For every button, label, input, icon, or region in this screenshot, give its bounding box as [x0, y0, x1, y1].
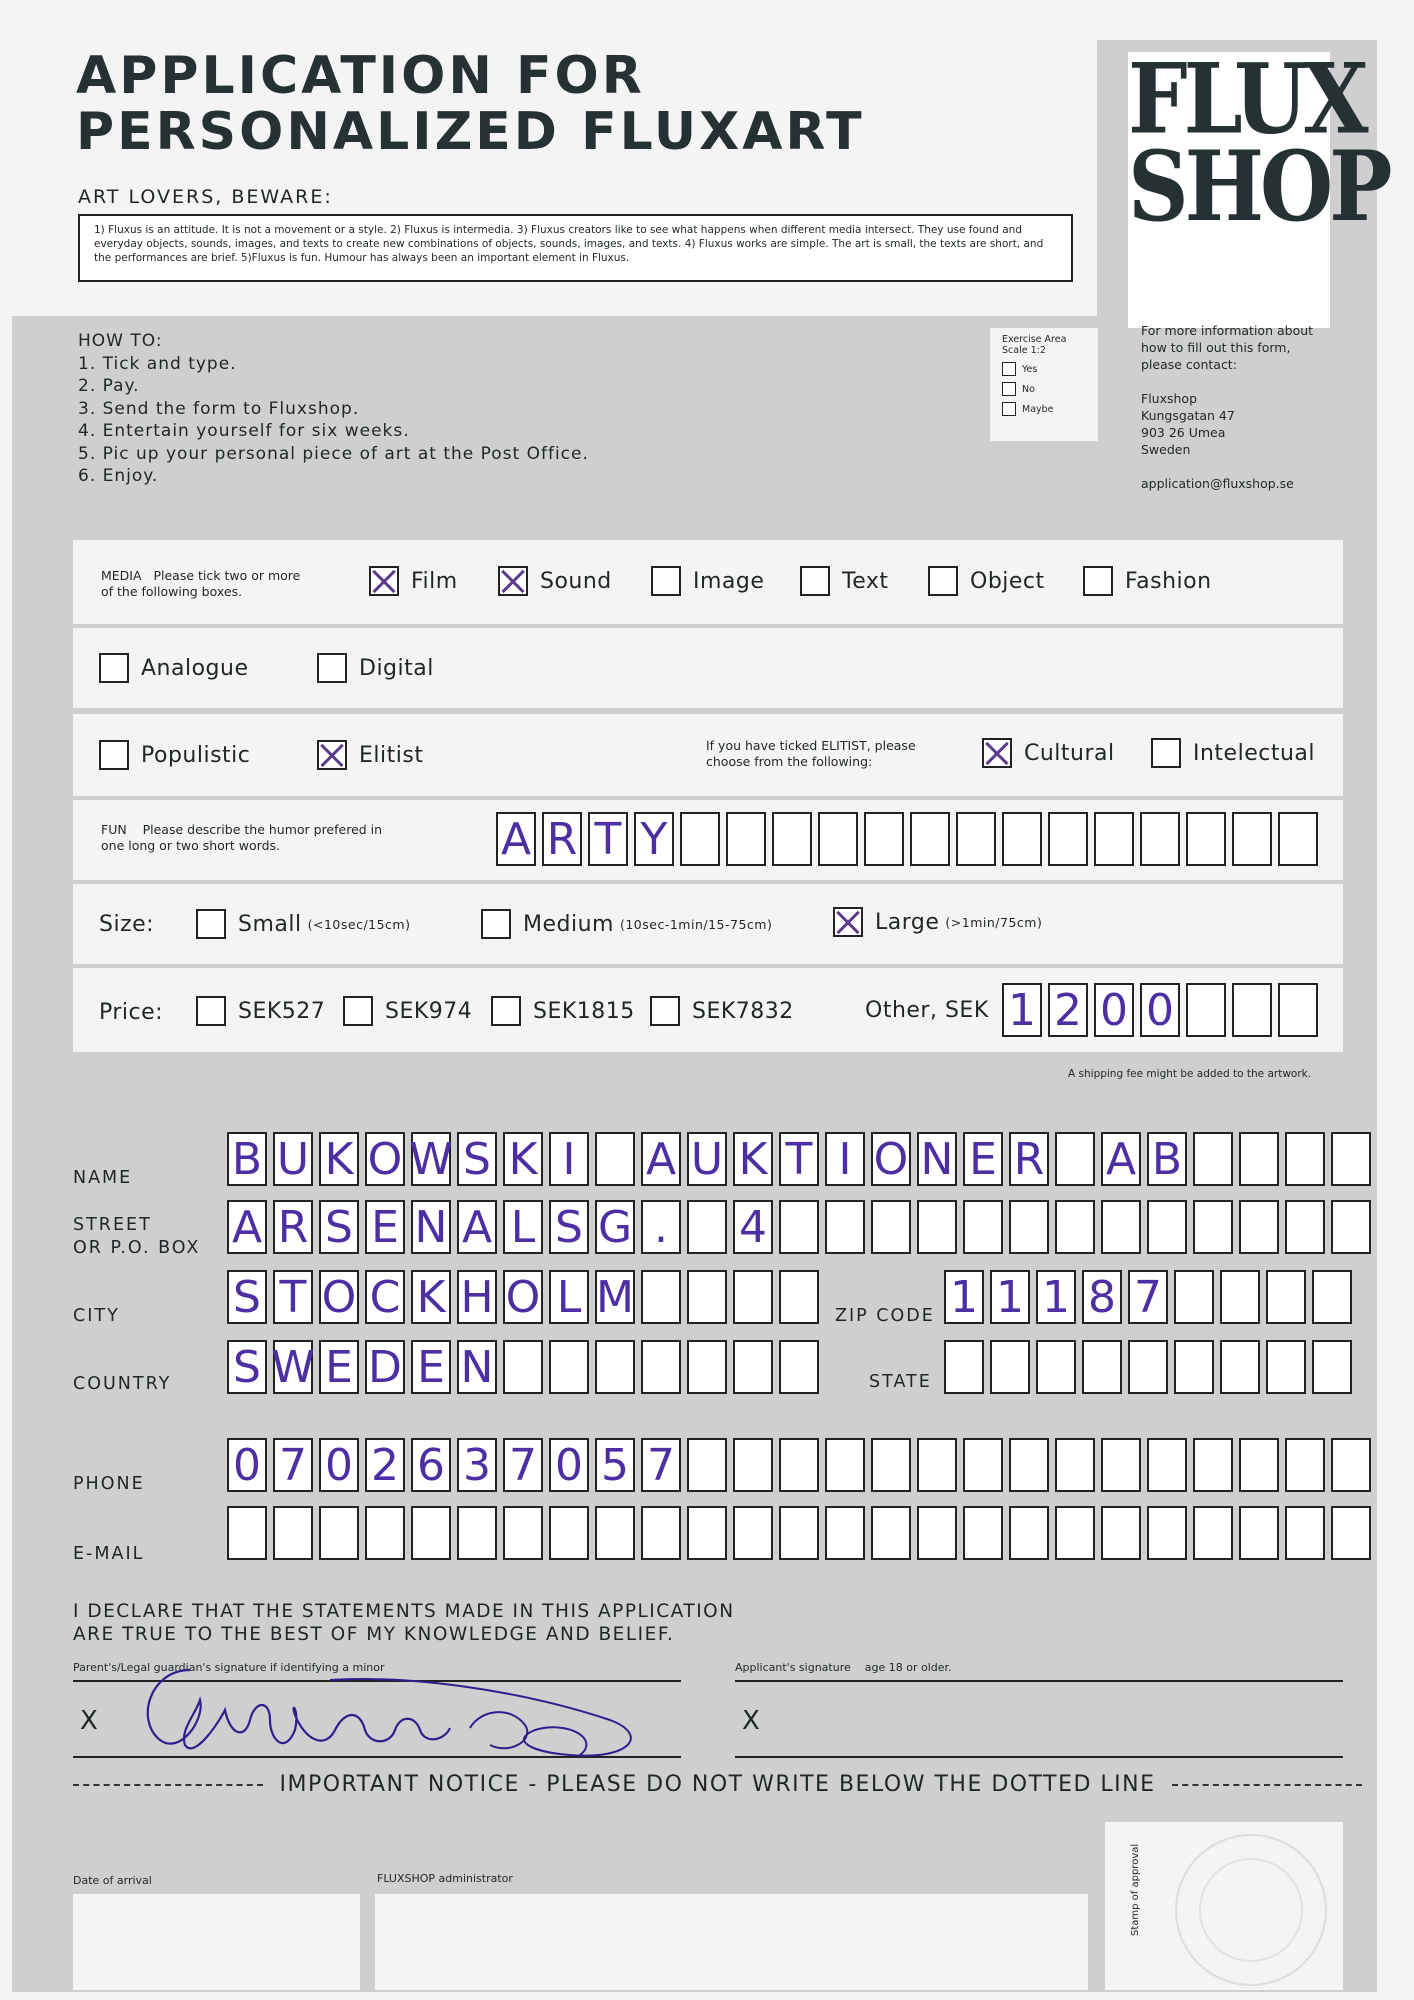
street-cell[interactable]: [1147, 1200, 1187, 1254]
phone-label: PHONE: [73, 1474, 145, 1494]
large-checkbox[interactable]: [833, 907, 863, 937]
price-other-cell[interactable]: 0: [1140, 983, 1180, 1037]
fun-cell[interactable]: [956, 812, 996, 866]
price-1815-checkbox[interactable]: [491, 996, 521, 1026]
street-cell[interactable]: N: [411, 1200, 451, 1254]
name-cell[interactable]: [1193, 1132, 1233, 1186]
phone-cell[interactable]: [1239, 1438, 1279, 1492]
media-panel: MEDIA Please tick two or more of the following boxes. Film Sound Image Text Object Fashion: [73, 540, 1343, 624]
guardian-signature-mark: X: [80, 1706, 98, 1736]
guardian-signature-field[interactable]: [130, 1660, 670, 1780]
analogue-checkbox[interactable]: [99, 653, 129, 683]
street-cell[interactable]: S: [319, 1200, 359, 1254]
country-cell[interactable]: N: [457, 1340, 497, 1394]
name-cell[interactable]: U: [273, 1132, 313, 1186]
email-cell[interactable]: [273, 1506, 313, 1560]
price-other-cell[interactable]: 2: [1048, 983, 1088, 1037]
populistic-checkbox[interactable]: [99, 740, 129, 770]
fun-cell[interactable]: [818, 812, 858, 866]
stamp-label: Stamp of approval: [1130, 1843, 1141, 1936]
city-label: CITY: [73, 1306, 120, 1326]
street-cell[interactable]: [779, 1200, 819, 1254]
price-label: Price:: [99, 1000, 164, 1025]
country-input[interactable]: [227, 1340, 819, 1394]
state-cell[interactable]: [1174, 1340, 1214, 1394]
phone-cell[interactable]: [1285, 1438, 1325, 1492]
country-cell[interactable]: [687, 1340, 727, 1394]
city-cell[interactable]: S: [227, 1270, 267, 1324]
declaration-text: I DECLARE THAT THE STATEMENTS MADE IN THIS APPLICATION ARE TRUE TO THE BEST OF MY KNOWLEDGE AND BELIEF.: [73, 1601, 735, 1645]
elitist-checkbox[interactable]: [317, 740, 347, 770]
name-cell[interactable]: [1055, 1132, 1095, 1186]
name-cell[interactable]: W: [409, 1133, 453, 1185]
media-fashion-option[interactable]: Fashion: [1083, 566, 1212, 596]
email-cell[interactable]: [457, 1506, 497, 1560]
analogue-option[interactable]: Analogue: [99, 653, 249, 683]
email-cell[interactable]: [595, 1506, 635, 1560]
medium-option[interactable]: Medium (10sec-1min/15-75cm): [481, 909, 772, 939]
email-cell[interactable]: [963, 1506, 1003, 1560]
name-cell[interactable]: K: [503, 1132, 543, 1186]
phone-cell[interactable]: [917, 1438, 957, 1492]
state-label: STATE: [869, 1372, 932, 1392]
email-cell[interactable]: [1239, 1506, 1279, 1560]
phone-cell[interactable]: [825, 1438, 865, 1492]
price-option-7832[interactable]: SEK7832: [650, 996, 794, 1026]
administrator-label: FLUXSHOP administrator: [377, 1872, 513, 1885]
fun-cell[interactable]: [864, 812, 904, 866]
email-cell[interactable]: [549, 1506, 589, 1560]
price-other-input[interactable]: [1002, 983, 1318, 1037]
street-cell[interactable]: A: [457, 1200, 497, 1254]
city-cell[interactable]: [641, 1270, 681, 1324]
street-cell[interactable]: .: [641, 1200, 681, 1254]
zip-cell[interactable]: [1220, 1270, 1260, 1324]
price-other-cell[interactable]: 1: [1002, 983, 1042, 1037]
city-cell[interactable]: [733, 1270, 773, 1324]
price-other-cell[interactable]: [1186, 983, 1226, 1037]
media-sound-option[interactable]: Sound: [498, 566, 612, 596]
exercise-area: Exercise Area Scale 1:2 Yes No Maybe: [990, 328, 1098, 441]
city-cell[interactable]: M: [596, 1271, 634, 1323]
city-cell[interactable]: O: [503, 1270, 543, 1324]
zip-cell[interactable]: 1: [990, 1270, 1030, 1324]
name-cell[interactable]: I: [549, 1132, 589, 1186]
fluxus-rules-box: 1) Fluxus is an attitude. It is not a movement or a style. 2) Fluxus is intermedia. 3) Fluxus creators like to see what happens when different media intersect. They use found and everyday objects, sounds, images, and texts to create new combinations of objects, sounds, images, and texts. 4) Fluxus works are simple. The art is small, the texts are short, and the performances are brief. 5)Fluxus is fun. Humour has always been an important element in Fluxus.: [78, 214, 1073, 282]
street-cell[interactable]: [1285, 1200, 1325, 1254]
email-cell[interactable]: [641, 1506, 681, 1560]
applicant-signature-caption: Applicant's signature age 18 or older.: [735, 1661, 952, 1674]
digital-checkbox[interactable]: [317, 653, 347, 683]
phone-cell[interactable]: [871, 1438, 911, 1492]
fashion-checkbox[interactable]: [1083, 566, 1113, 596]
email-cell[interactable]: [1055, 1506, 1095, 1560]
elitist-option[interactable]: Elitist: [317, 740, 423, 770]
populistic-option[interactable]: Populistic: [99, 740, 250, 770]
name-cell[interactable]: S: [457, 1132, 497, 1186]
name-cell[interactable]: E: [963, 1132, 1003, 1186]
name-cell[interactable]: K: [733, 1132, 773, 1186]
fun-cell[interactable]: [1094, 812, 1134, 866]
price-other-cell[interactable]: [1278, 983, 1318, 1037]
name-cell[interactable]: A: [1101, 1132, 1141, 1186]
dotted-line-notice: IMPORTANT NOTICE - PLEASE DO NOT WRITE BELOW THE DOTTED LINE: [73, 1772, 1343, 1797]
name-cell[interactable]: [1285, 1132, 1325, 1186]
list-item: 3. Send the form to Fluxshop.: [78, 398, 360, 419]
text-checkbox[interactable]: [800, 566, 830, 596]
email-cell[interactable]: [1193, 1506, 1233, 1560]
email-cell[interactable]: [825, 1506, 865, 1560]
digital-option[interactable]: Digital: [317, 653, 434, 683]
email-input[interactable]: [227, 1506, 1371, 1560]
street-cell[interactable]: [1239, 1200, 1279, 1254]
list-item: 1. Tick and type.: [78, 353, 237, 374]
street-cell[interactable]: [871, 1200, 911, 1254]
city-cell[interactable]: O: [319, 1270, 359, 1324]
street-cell[interactable]: 4: [733, 1200, 773, 1254]
state-cell[interactable]: [1036, 1340, 1076, 1394]
email-cell[interactable]: [1285, 1506, 1325, 1560]
name-cell[interactable]: O: [871, 1132, 911, 1186]
price-option-974[interactable]: SEK974: [343, 996, 472, 1026]
handwritten-signature: [130, 1660, 670, 1780]
email-cell[interactable]: [365, 1506, 405, 1560]
city-cell[interactable]: L: [549, 1270, 589, 1324]
name-input[interactable]: [227, 1132, 1371, 1186]
zip-cell[interactable]: 1: [944, 1270, 984, 1324]
city-cell[interactable]: K: [411, 1270, 451, 1324]
size-label: Size:: [99, 912, 155, 937]
phone-cell[interactable]: [1193, 1438, 1233, 1492]
fun-cell[interactable]: T: [588, 812, 628, 866]
country-cell[interactable]: E: [319, 1340, 359, 1394]
name-cell[interactable]: T: [779, 1132, 819, 1186]
intelectual-option[interactable]: Intelectual: [1151, 738, 1315, 768]
street-cell[interactable]: [825, 1200, 865, 1254]
price-527-checkbox[interactable]: [196, 996, 226, 1026]
zip-cell[interactable]: [1174, 1270, 1214, 1324]
country-cell[interactable]: E: [411, 1340, 451, 1394]
email-cell[interactable]: [1101, 1506, 1141, 1560]
city-input[interactable]: [227, 1270, 819, 1324]
country-cell[interactable]: [595, 1340, 635, 1394]
administrator-field: [375, 1894, 1088, 1990]
film-checkbox[interactable]: [369, 566, 399, 596]
fun-cell[interactable]: [1048, 812, 1088, 866]
beware-heading: ART LOVERS, BEWARE:: [78, 186, 333, 208]
state-cell[interactable]: [1082, 1340, 1122, 1394]
fun-cell[interactable]: [1186, 812, 1226, 866]
phone-cell[interactable]: [1331, 1438, 1371, 1492]
fun-cell[interactable]: R: [542, 812, 582, 866]
fun-cell[interactable]: Y: [634, 812, 674, 866]
phone-cell[interactable]: 3: [457, 1438, 497, 1492]
date-of-arrival-field: [73, 1894, 360, 1990]
state-cell[interactable]: [1220, 1340, 1260, 1394]
email-cell[interactable]: [1147, 1506, 1187, 1560]
city-cell[interactable]: [779, 1270, 819, 1324]
zip-cell[interactable]: [1266, 1270, 1306, 1324]
fun-cell[interactable]: [1002, 812, 1042, 866]
media-object-option[interactable]: Object: [928, 566, 1045, 596]
cultural-option[interactable]: Cultural: [982, 738, 1115, 768]
small-checkbox[interactable]: [196, 909, 226, 939]
price-7832-checkbox[interactable]: [650, 996, 680, 1026]
image-checkbox[interactable]: [651, 566, 681, 596]
street-cell[interactable]: E: [365, 1200, 405, 1254]
fun-input[interactable]: [496, 812, 1318, 866]
email-cell[interactable]: [687, 1506, 727, 1560]
city-cell[interactable]: [687, 1270, 727, 1324]
fun-panel: FUN Please describe the humor prefered in one long or two short words. A R T Y: [73, 800, 1343, 880]
state-input[interactable]: [944, 1340, 1352, 1394]
phone-cell[interactable]: 5: [595, 1438, 635, 1492]
size-panel: [73, 884, 1343, 964]
street-input[interactable]: [227, 1200, 1371, 1254]
price-option-527[interactable]: SEK527: [196, 996, 325, 1026]
exercise-no-checkbox[interactable]: [1002, 382, 1016, 396]
list-item: 6. Enjoy.: [78, 466, 159, 486]
zip-cell[interactable]: 8: [1082, 1270, 1122, 1324]
state-cell[interactable]: [1128, 1340, 1168, 1394]
country-cell[interactable]: W: [271, 1341, 315, 1393]
street-cell[interactable]: G: [595, 1200, 635, 1254]
fun-cell[interactable]: [680, 812, 720, 866]
city-cell[interactable]: T: [273, 1270, 313, 1324]
intelectual-checkbox[interactable]: [1151, 738, 1181, 768]
fun-cell[interactable]: [1140, 812, 1180, 866]
city-cell[interactable]: C: [365, 1270, 405, 1324]
country-cell[interactable]: [779, 1340, 819, 1394]
price-other-cell[interactable]: 0: [1094, 983, 1134, 1037]
country-cell[interactable]: D: [365, 1340, 405, 1394]
fun-cell[interactable]: [1278, 812, 1318, 866]
name-cell[interactable]: R: [1009, 1132, 1049, 1186]
zip-cell[interactable]: [1312, 1270, 1352, 1324]
name-cell[interactable]: K: [319, 1132, 359, 1186]
object-checkbox[interactable]: [928, 566, 958, 596]
street-label: STREET OR P.O. BOX: [73, 1215, 201, 1258]
fluxshop-logo: FLUX SHOP: [1128, 52, 1330, 328]
country-cell[interactable]: S: [227, 1340, 267, 1394]
state-cell[interactable]: [944, 1340, 984, 1394]
state-cell[interactable]: [1266, 1340, 1306, 1394]
zip-cell[interactable]: 1: [1036, 1270, 1076, 1324]
country-label: COUNTRY: [73, 1374, 172, 1394]
zip-cell[interactable]: 7: [1128, 1270, 1168, 1324]
media-image-option[interactable]: Image: [651, 566, 764, 596]
phone-cell[interactable]: 2: [365, 1438, 405, 1492]
stamp-seal-icon: [1175, 1834, 1327, 1986]
phone-cell[interactable]: 7: [273, 1438, 313, 1492]
email-label: E-MAIL: [73, 1544, 145, 1564]
street-cell[interactable]: [1009, 1200, 1049, 1254]
phone-cell[interactable]: 0: [549, 1438, 589, 1492]
phone-cell[interactable]: 6: [411, 1438, 451, 1492]
email-cell[interactable]: [917, 1506, 957, 1560]
applicant-signature-top-line: [735, 1680, 1343, 1682]
name-cell[interactable]: U: [687, 1132, 727, 1186]
price-panel: [73, 968, 1343, 1052]
name-cell[interactable]: [1331, 1132, 1371, 1186]
media-text-option[interactable]: Text: [800, 566, 889, 596]
street-cell[interactable]: A: [227, 1200, 267, 1254]
email-cell[interactable]: [871, 1506, 911, 1560]
country-cell[interactable]: [641, 1340, 681, 1394]
name-cell[interactable]: N: [917, 1132, 957, 1186]
fun-cell[interactable]: [772, 812, 812, 866]
name-label: NAME: [73, 1168, 133, 1188]
list-item: 2. Pay.: [78, 376, 140, 396]
street-cell[interactable]: [687, 1200, 727, 1254]
phone-cell[interactable]: [733, 1438, 773, 1492]
how-to-list: HOW TO: 1. Tick and type. 2. Pay. 3. Send the form to Fluxshop. 4. Entertain yourself for six weeks. 5. Pic up your personal piece of art at the Post Office. 6. Enjoy.: [78, 331, 589, 486]
zip-label: ZIP CODE: [835, 1306, 935, 1326]
phone-cell[interactable]: 7: [503, 1438, 543, 1492]
email-cell[interactable]: [411, 1506, 451, 1560]
exercise-maybe-checkbox[interactable]: [1002, 402, 1016, 416]
country-cell[interactable]: [549, 1340, 589, 1394]
applicant-signature-bottom-line: [735, 1756, 1343, 1758]
phone-cell[interactable]: [1147, 1438, 1187, 1492]
name-cell[interactable]: [595, 1132, 635, 1186]
medium-checkbox[interactable]: [481, 909, 511, 939]
list-item: 5. Pic up your personal piece of art at the Post Office.: [78, 443, 589, 464]
price-other-label: Other, SEK: [865, 998, 989, 1023]
price-other-cell[interactable]: [1232, 983, 1272, 1037]
cultural-checkbox[interactable]: [982, 738, 1012, 768]
email-cell[interactable]: [1009, 1506, 1049, 1560]
street-cell[interactable]: S: [549, 1200, 589, 1254]
phone-cell[interactable]: [687, 1438, 727, 1492]
fun-cell[interactable]: A: [496, 812, 536, 866]
media-film-option[interactable]: Film: [369, 566, 458, 596]
phone-cell[interactable]: 0: [227, 1438, 267, 1492]
street-cell[interactable]: [1101, 1200, 1141, 1254]
name-cell[interactable]: I: [825, 1132, 865, 1186]
format-panel: [73, 628, 1343, 708]
name-cell[interactable]: A: [641, 1132, 681, 1186]
contact-email[interactable]: application@fluxshop.se: [1141, 476, 1294, 491]
contact-info: For more information about how to fill out this form, please contact: Fluxshop Kungsgatan 47 903 26 Umea Sweden application@fluxshop.se: [1141, 323, 1314, 491]
sound-checkbox[interactable]: [498, 566, 528, 596]
name-cell[interactable]: [1239, 1132, 1279, 1186]
city-cell[interactable]: H: [457, 1270, 497, 1324]
name-cell[interactable]: B: [227, 1132, 267, 1186]
street-cell[interactable]: [1055, 1200, 1095, 1254]
applicant-signature-mark: X: [742, 1706, 760, 1736]
fun-cell[interactable]: [726, 812, 766, 866]
exercise-yes-checkbox[interactable]: [1002, 362, 1016, 376]
email-cell[interactable]: [779, 1506, 819, 1560]
country-cell[interactable]: [503, 1340, 543, 1394]
email-cell[interactable]: [733, 1506, 773, 1560]
shipping-note: A shipping fee might be added to the artwork.: [1068, 1068, 1312, 1080]
price-974-checkbox[interactable]: [343, 996, 373, 1026]
elitist-hint: If you have ticked ELITIST, please choose from the following:: [706, 738, 916, 769]
phone-input[interactable]: [227, 1438, 1371, 1492]
style-panel: [73, 714, 1343, 796]
street-cell[interactable]: [1193, 1200, 1233, 1254]
email-cell[interactable]: [503, 1506, 543, 1560]
page-title: APPLICATION FOR PERSONALIZED FLUXART: [76, 46, 865, 162]
phone-cell[interactable]: [1055, 1438, 1095, 1492]
list-item: 4. Entertain yourself for six weeks.: [78, 421, 410, 441]
state-cell[interactable]: [1312, 1340, 1352, 1394]
street-cell[interactable]: [917, 1200, 957, 1254]
zip-input[interactable]: [944, 1270, 1352, 1324]
phone-cell[interactable]: [1101, 1438, 1141, 1492]
date-of-arrival-label: Date of arrival: [73, 1874, 152, 1887]
applicant-signature-field[interactable]: [775, 1690, 1335, 1750]
fun-cell[interactable]: [910, 812, 950, 866]
phone-cell[interactable]: [1009, 1438, 1049, 1492]
street-cell[interactable]: [1331, 1200, 1371, 1254]
phone-cell[interactable]: [779, 1438, 819, 1492]
phone-cell[interactable]: 0: [319, 1438, 359, 1492]
street-cell[interactable]: R: [273, 1200, 313, 1254]
name-cell[interactable]: O: [365, 1132, 405, 1186]
fun-cell[interactable]: [1232, 812, 1272, 866]
street-cell[interactable]: [963, 1200, 1003, 1254]
large-option[interactable]: Large (>1min/75cm): [833, 907, 1042, 937]
price-option-1815[interactable]: SEK1815: [491, 996, 635, 1026]
email-cell[interactable]: [227, 1506, 267, 1560]
name-cell[interactable]: B: [1147, 1132, 1187, 1186]
small-option[interactable]: Small (<10sec/15cm): [196, 909, 410, 939]
state-cell[interactable]: [990, 1340, 1030, 1394]
guardian-signature-caption: Parent's/Legal guardian's signature if identifying a minor: [73, 1661, 385, 1674]
phone-cell[interactable]: [963, 1438, 1003, 1492]
email-cell[interactable]: [319, 1506, 359, 1560]
phone-cell[interactable]: 7: [641, 1438, 681, 1492]
street-cell[interactable]: L: [503, 1200, 543, 1254]
country-cell[interactable]: [733, 1340, 773, 1394]
email-cell[interactable]: [1331, 1506, 1371, 1560]
